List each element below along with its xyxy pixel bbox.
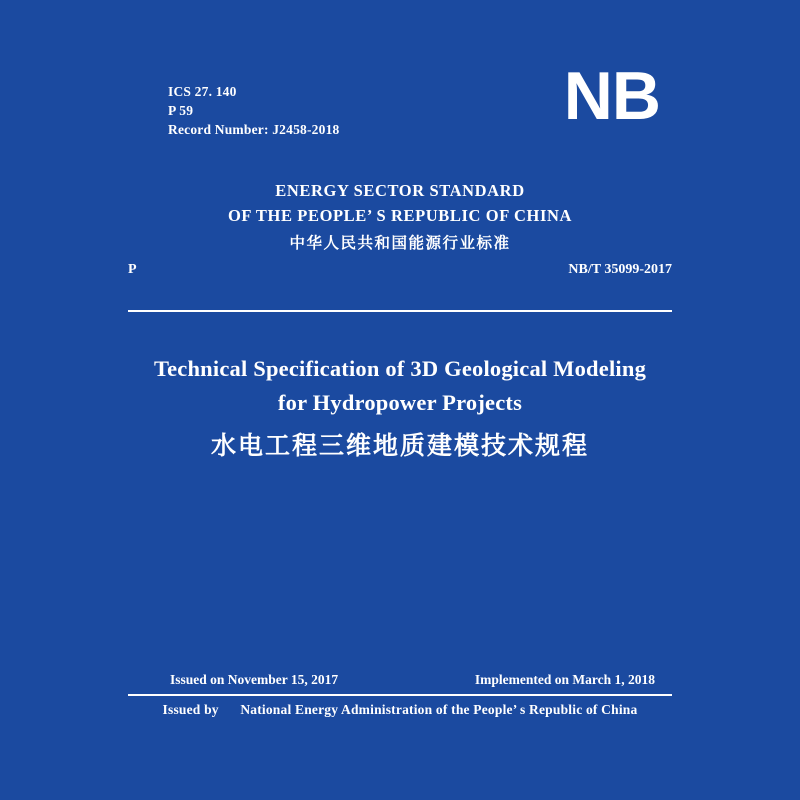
ics-info-block xyxy=(168,82,339,139)
ics-number: ICS 27. 140 xyxy=(168,84,237,99)
page-title xyxy=(110,352,690,472)
header-line-2: OF THE PEOPLE’ S REPUBLIC OF CHINA xyxy=(227,206,573,225)
issued-by-label: Issued by xyxy=(162,702,219,717)
issuer-row xyxy=(0,702,800,718)
issue-date: Issued on November 15, 2017 xyxy=(170,672,339,687)
title-en-line-2: for Hydropower Projects xyxy=(277,390,523,415)
designation-row xyxy=(128,262,672,278)
record-number: Record Number: J2458-2018 xyxy=(168,122,340,137)
implementation-date: Implemented on March 1, 2018 xyxy=(474,672,655,687)
standard-number: NB/T 35099-2017 xyxy=(568,262,672,277)
classification-code: P 59 xyxy=(168,103,194,118)
dates-row xyxy=(170,672,655,688)
header-line-1: ENERGY SECTOR STANDARD xyxy=(275,181,525,200)
title-en-line-1: Technical Specification of 3D Geological Modeling xyxy=(153,356,647,381)
title-chinese: 水电工程三维地质建模技术规程 xyxy=(210,431,589,460)
divider-bottom xyxy=(128,694,672,696)
issuing-organization: National Energy Administration of the People’ s Republic of China xyxy=(240,702,638,717)
header-line-chinese: 中华人民共和国能源行业标准 xyxy=(289,234,511,252)
designation-left: P xyxy=(128,262,137,277)
divider-top xyxy=(128,310,672,312)
standard-header xyxy=(0,178,800,258)
nb-logo: NB xyxy=(563,58,660,134)
